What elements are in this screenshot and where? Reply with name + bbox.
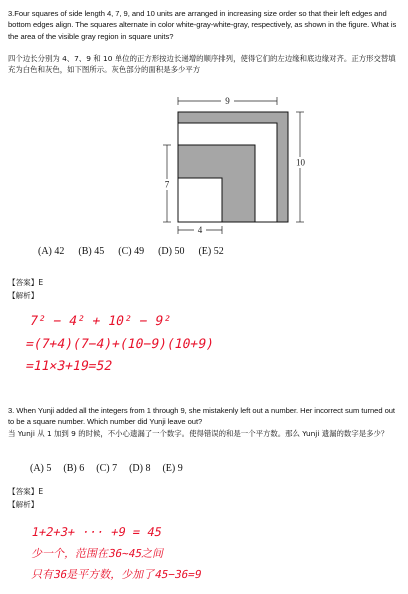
problem-2-text-cn: 当 Yunji 从 1 加到 9 的时候，不小心遗漏了一个数字。使得错误的和是一个平方数。那么 Yunji 遗漏的数字是多少？: [8, 429, 389, 438]
label-bottom: 4: [197, 225, 203, 234]
choice-b[interactable]: (B) 45: [78, 246, 105, 257]
problem-1-text-cn: 四个边长分别为 4、7、9 和 10 单位的正方形按边长递增的顺序排列，使得它们的左边缘和底边缘对齐。正方形交替填充为白色和灰色，如下图所示。灰色部分的面积是多少平方: [8, 54, 396, 75]
label-right: 10: [296, 157, 305, 168]
choice-c[interactable]: (C) 7: [96, 463, 118, 474]
problem-1-analysis-label: 【解析】: [8, 291, 39, 300]
choice-a[interactable]: (A) 5: [30, 463, 52, 474]
choice-d[interactable]: (D) 8: [129, 463, 151, 474]
choice-e[interactable]: (E) 9: [162, 463, 183, 474]
choice-b[interactable]: (B) 6: [63, 463, 85, 474]
choice-e[interactable]: (E) 52: [198, 246, 224, 257]
problem-2-handwriting-line-2: 少一个，范围在36~45之间: [30, 547, 166, 560]
problem-1-text-en: 3.Four squares of side length 4, 7, 9, and 10 units are arranged in increasing size order so that their left edges and bottom edges align. The squares alternate in color white-gray-white-gray, respectively, as shown in the figure. What is the area of the visible gray region in square units?: [8, 9, 397, 41]
problem-2-analysis-label: 【解析】: [8, 500, 39, 509]
problem-2-text-en: 3. When Yunji added all the integers from 1 through 9, she mistakenly left out a number. Her incorrect sum turned out to be a square number. Which number did Yunji leave out?: [8, 406, 395, 427]
problem-1-handwriting-line-3: =11×3+19=52: [24, 359, 114, 374]
square-4-white: [178, 178, 222, 222]
problem-1-answer: 【答案】E: [8, 278, 44, 287]
problem-2-handwriting-line-3: 只有36是平方数，少加了45−36=9: [30, 568, 203, 581]
problem-2-answer: 【答案】E: [8, 487, 44, 496]
squares-figure: [160, 94, 310, 234]
problem-1-handwriting-line-1: 7² − 4² + 10² − 9²: [28, 314, 173, 329]
problem-2-handwriting-line-1: 1+2+3+ ··· +9 = 45: [30, 525, 164, 539]
choice-a[interactable]: (A) 42: [38, 246, 65, 257]
choice-d[interactable]: (D) 50: [158, 246, 185, 257]
problem-2-choices: [30, 463, 380, 474]
choice-c[interactable]: (C) 49: [118, 246, 145, 257]
label-top: 9: [225, 96, 230, 106]
problem-1-handwriting-line-2: =(7+4)(7−4)+(10−9)(10+9): [24, 337, 216, 352]
label-left: 7: [164, 179, 170, 190]
problem-1-choices: [38, 246, 388, 257]
